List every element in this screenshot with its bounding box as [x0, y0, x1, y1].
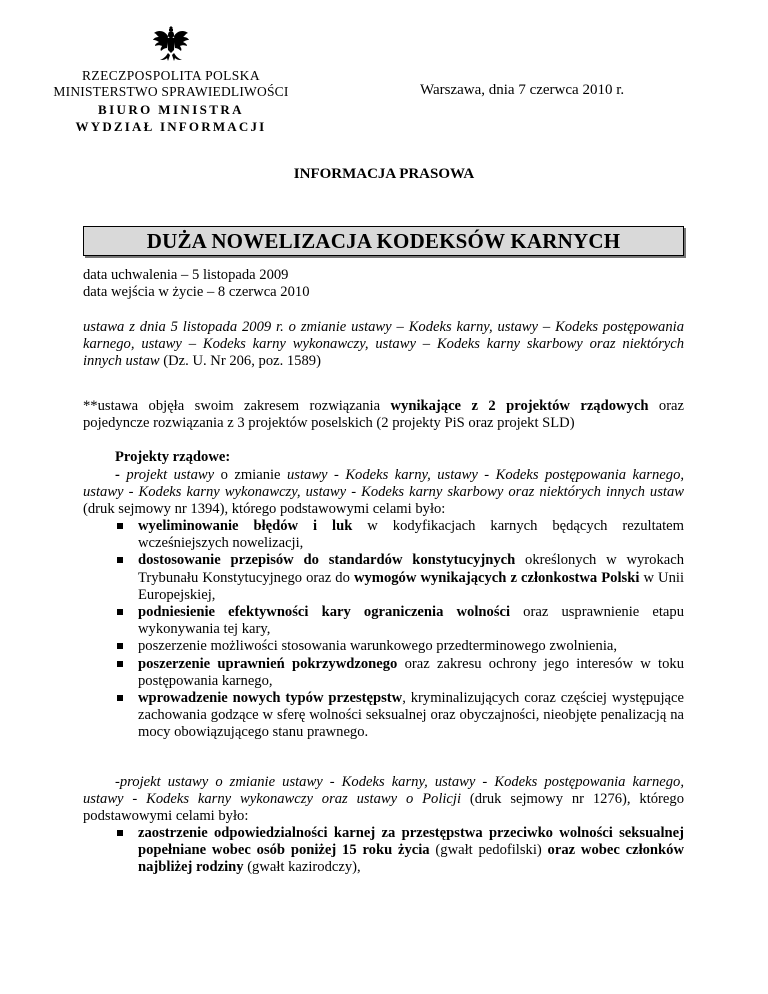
project-1-goals-list	[115, 518, 684, 742]
project-statute: ustawy - Kodeks karny, ustawy - Kodeks postępowania karnego, ustawy - Kodeks karny wykonawczy, ustawy - Kodeks karny skarbowy oraz niektórych innych ustaw	[83, 467, 685, 501]
goal-text: poszerzenie możliwości stosowania warunkowego przedterminowego zwolnienia,	[138, 638, 618, 655]
government-projects-heading: Projekty rządowe:	[115, 449, 231, 465]
dates-block	[83, 267, 684, 301]
project-print-ref: (druk sejmowy nr 1276), którego podstawowymi celami było:	[83, 791, 684, 825]
header-ministry: MINISTERSTWO SPRAWIEDLIWOŚCI	[53, 84, 289, 99]
polish-eagle-icon	[152, 24, 190, 64]
goal-bold: wymogów wynikających z członkostwa Polski	[353, 569, 640, 586]
press-release-label: INFORMACJA PRASOWA	[293, 166, 475, 182]
scope-paragraph	[83, 398, 684, 432]
bullet-square-icon	[117, 557, 123, 563]
list-item	[115, 604, 684, 638]
goal-bold: wyeliminowanie błędów i luk	[138, 518, 353, 534]
document-date: Warszawa, dnia 7 czerwca 2010 r.	[420, 82, 625, 98]
header-country: RZECZPOSPOLITA POLSKA	[82, 68, 260, 83]
effective-date: data wejścia w życie – 8 czerwca 2010	[83, 284, 310, 301]
statute-name: ustawa z dnia 5 listopada 2009 r. o zmianie ustawy – Kodeks karny, ustawy – Kodeks postępowania karnego, ustawy – Kodeks karny wykonawczy, ustawy – Kodeks karny skarbowy oraz niektórych innych ustaw	[83, 319, 684, 370]
goal-text: w kodyfikacjach karnych będących rezultatem wcześniejszych nowelizacji,	[138, 518, 684, 552]
goal-text: oraz usprawnienie etapu wykonywania tej kary,	[138, 604, 684, 638]
goal-text: (gwałt kazirodczy),	[243, 859, 361, 876]
header-department: WYDZIAŁ INFORMACJI	[75, 119, 267, 134]
government-project-1	[83, 467, 684, 519]
dash: -	[115, 467, 127, 483]
goal-text: oraz zakresu ochrony jego interesów w toku postępowania karnego,	[138, 655, 684, 689]
goal-bold: dostosowanie przepisów do standardów konstytucyjnych	[138, 552, 516, 569]
bullet-square-icon	[117, 609, 123, 615]
goal-text: (gwałt pedofilski)	[429, 842, 548, 859]
list-item	[115, 552, 684, 604]
header-office: BIURO MINISTRA	[98, 102, 244, 117]
project-text: o zmianie	[214, 467, 287, 483]
goal-text: w Unii Europejskiej,	[138, 569, 684, 603]
list-item	[115, 656, 684, 690]
list-item	[115, 825, 684, 877]
goal-bold: oraz wobec członków najbliżej rodziny	[138, 842, 684, 876]
title-box	[83, 226, 684, 256]
bullet-square-icon	[117, 695, 123, 701]
document-title: DUŻA NOWELIZACJA KODEKSÓW KARNYCH	[146, 229, 621, 253]
adoption-date: data uchwalenia – 5 listopada 2009	[83, 267, 289, 283]
list-item	[115, 638, 684, 655]
bullet-square-icon	[117, 643, 123, 649]
list-item	[115, 690, 684, 742]
bullet-square-icon	[117, 661, 123, 667]
project-label: projekt ustawy	[126, 467, 215, 483]
goal-bold: poszerzenie uprawnień pokrzywdzonego	[138, 655, 398, 672]
goal-bold: wprowadzenie nowych typów przestępstw	[138, 690, 403, 707]
list-item	[115, 518, 684, 552]
statute-journal-ref: (Dz. U. Nr 206, poz. 1589)	[159, 353, 321, 370]
bullet-square-icon	[117, 830, 123, 836]
scope-bold: wynikające z 2 projektów rządowych	[390, 398, 649, 414]
goal-bold: podniesienie efektywności kary ograniczenia wolności	[138, 604, 511, 621]
scope-text: **ustawa objęła swoim zakresem rozwiązania	[83, 398, 391, 414]
goal-text: określonych w wyrokach Trybunału Konstytucyjnego oraz do	[138, 552, 684, 586]
government-project-2	[83, 774, 684, 826]
bullet-square-icon	[117, 523, 123, 529]
project-print-ref: (druk sejmowy nr 1394), którego podstawowymi celami było:	[83, 501, 446, 518]
scope-text-end: oraz pojedyncze rozwiązania z 3 projektów poselskich (2 projekty PiS oraz projekt SLD)	[83, 398, 685, 432]
goal-bold: zaostrzenie odpowiedzialności karnej za przestępstwa przeciwko wolności seksualnej popełniane wobec osób poniżej 15 roku życia	[138, 825, 684, 859]
statute-reference	[83, 319, 684, 371]
project-2-goals-list	[115, 825, 684, 877]
project-statute: -projekt ustawy o zmianie ustawy - Kodeks karny, ustawy - Kodeks postępowania karnego, ustawy - Kodeks karny wykonawczy oraz ustawy o Policji	[83, 774, 684, 808]
goal-text: , kryminalizujących coraz częściej występujące zachowania godzące w sferę wolności seksualnej oraz obyczajności, nieobjęte penalizacją na mocy obowiązującego stanu prawnego.	[138, 690, 684, 741]
